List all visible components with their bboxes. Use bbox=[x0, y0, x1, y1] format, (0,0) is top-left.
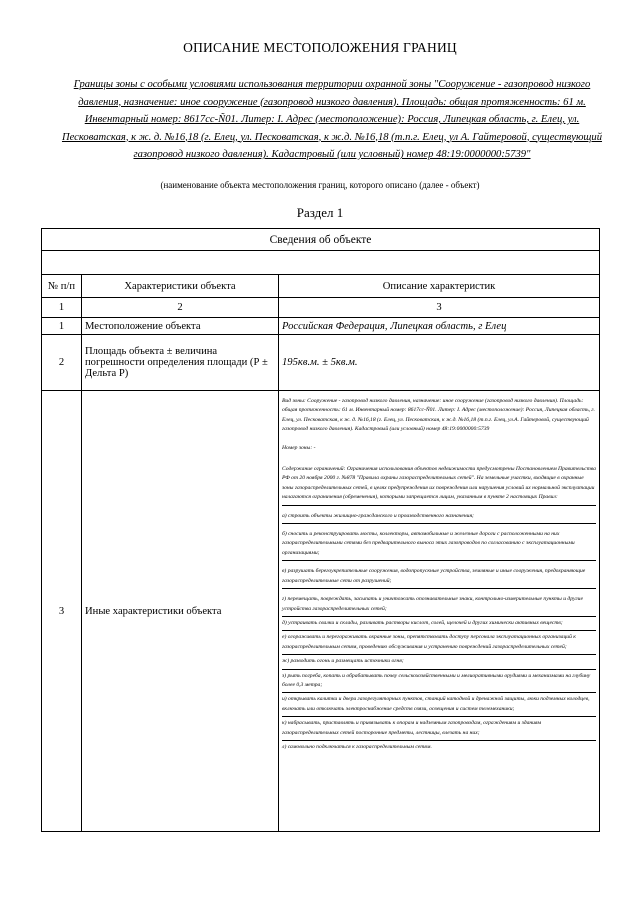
row-name: Местоположение объекта bbox=[82, 318, 279, 335]
row-name: Площадь объекта ± величина погрешности определения площади (Р ± Дельта Р) bbox=[82, 335, 279, 391]
col-number-3: 3 bbox=[279, 298, 600, 318]
object-description: Границы зоны с особыми условиями использования территории охранной зоны "Сооружение - газопровод низкого давления, назначение: иное сооружение (газопровод низкого давления). Площадь: общая протяженность: 61 м. Инвентарный номер: 8617сс-Ñ01. Литер: I. Адрес (местоположение): Россия, Липецкая область, г. Елец, ул. Песковатская, к ж. д. №16,18 (г. Елец, ул. Песковатская, к ж.д. №16,18 (т.п.г. Елец, ул А. Гайтеровой, существующий газопровод низкого давления). Кадастровый (или условный) номер 48:19:0000000:5739" bbox=[61, 79, 603, 160]
detail-item-v: в) разрушать берегоукрепительные сооружения, водопропускные устройства, земляные и иные сооружения, предохраняющие газораспределительные сети от разрушений; bbox=[282, 567, 596, 589]
row-value: Российская Федерация, Липецкая область, г Елец bbox=[279, 318, 600, 335]
detail-item-a: а) строить объекты жилищно-гражданского и производственного назначения; bbox=[282, 512, 596, 524]
section-title: Раздел 1 bbox=[296, 205, 344, 220]
row-num: 2 bbox=[42, 335, 82, 391]
table-row bbox=[42, 391, 600, 832]
col-number-1: 1 bbox=[42, 298, 82, 318]
row-name: Иные характеристики объекта bbox=[82, 391, 279, 832]
page-title: ОПИСАНИЕ МЕСТОПОЛОЖЕНИЯ ГРАНИЦ bbox=[183, 40, 457, 55]
detail-item-k: к) набрасывать, приставлять и привязывать к опорам и надземным газопроводам, ограждениям и зданиям газораспределительных сетей посторонние предметы, лестницы, влезать на них; bbox=[282, 719, 596, 741]
table-row bbox=[42, 335, 600, 391]
detail-item-e: е) огораживать и перегораживать охранные зоны, препятствовать доступу персонала эксплуатационных организаций к газораспределительным сетям, проведению обслуживания и устранению повреждений газораспределительных сетей; bbox=[282, 633, 596, 655]
detail-item-l: л) самовольно подключаться к газораспределительным сетям. bbox=[282, 743, 432, 750]
col-number-2: 2 bbox=[82, 298, 279, 318]
row-value: 195кв.м. ± 5кв.м. bbox=[279, 335, 600, 391]
col-header-name: Характеристики объекта bbox=[82, 275, 279, 298]
detail-zone-type: Вид зоны: Сооружение - газопровод низкого давления, назначение: иное сооружение (газопровод низкого давления). Площадь: общая протяженность: 61 м. Инвентарный номер: 8617сс-Ñ01. Литер: I. Адрес (местоположение): Россия, Липецкая область, г. Елец, ул. Песковатская, к ж. д. №16,18 (г. Елец, ул. Песковатская, к ж.д. №16,18 (т.п.г. Елец, ул.А. Гайтеровой, существующий газопровод низкого давления). Кадастровый (или условный) номер 48:19:0000000:5739 bbox=[282, 398, 595, 433]
detail-item-zh: ж) разводить огонь и размещать источники огня; bbox=[282, 657, 596, 669]
row-num: 1 bbox=[42, 318, 82, 335]
detail-item-i: и) открывать калитки и двери газорегуляторных пунктов, станций катодной и дренажной защиты, люки подземных колодцев, включать или отключать электроснабжение средств связи, освещения и систем телемеханики; bbox=[282, 695, 596, 717]
col-header-num: № п/п bbox=[42, 275, 82, 298]
detail-item-z: з) рыть погреба, копать и обрабатывать почву сельскохозяйственными и мелиоративными орудиями и механизмами на глубину более 0,3 метра; bbox=[282, 672, 596, 694]
detail-item-b: б) сносить и реконструировать мосты, коллекторы, автомобильные и железные дороги с расположенными на них газораспределительными сетями без предварительного выноса этих газопроводов по согласованию с эксплуатационными организациями; bbox=[282, 530, 596, 561]
row-details bbox=[279, 391, 600, 832]
detail-restrictions: Содержание ограничений: Ограничения использования объектов недвижимости предусмотрены Постановлением Правительства РФ от 20 ноября 2000 г. №878 "Правила охраны газораспределительных сетей". На земельные участки, входящие в охранные зоны газораспределительных сетей, в целях предупреждения их повреждения или нарушения условий их нормальной эксплуатации налагаются ограничения (обременения), которыми запрещается лицам, указанным в пункте 2 настоящих Правил: bbox=[282, 465, 596, 506]
blank-row bbox=[42, 251, 600, 275]
col-header-desc: Описание характеристик bbox=[279, 275, 600, 298]
detail-item-d: д) устраивать свалки и склады, разливать растворы кислот, солей, щелочей и других химически активных веществ; bbox=[282, 619, 596, 631]
table-heading: Сведения об объекте bbox=[42, 229, 600, 251]
object-caption: (наименование объекта местоположения границ, которого описано (далее - объект) bbox=[160, 180, 480, 190]
detail-item-g: г) перемещать, повреждать, засыпать и уничтожать опознавательные знаки, контрольно-измерительные пункты и другие устройства газораспределительных сетей; bbox=[282, 595, 596, 617]
table-row bbox=[42, 318, 600, 335]
detail-zone-number: Номер зоны: - bbox=[282, 444, 316, 451]
row-num: 3 bbox=[42, 391, 82, 832]
object-info-table bbox=[41, 228, 600, 832]
